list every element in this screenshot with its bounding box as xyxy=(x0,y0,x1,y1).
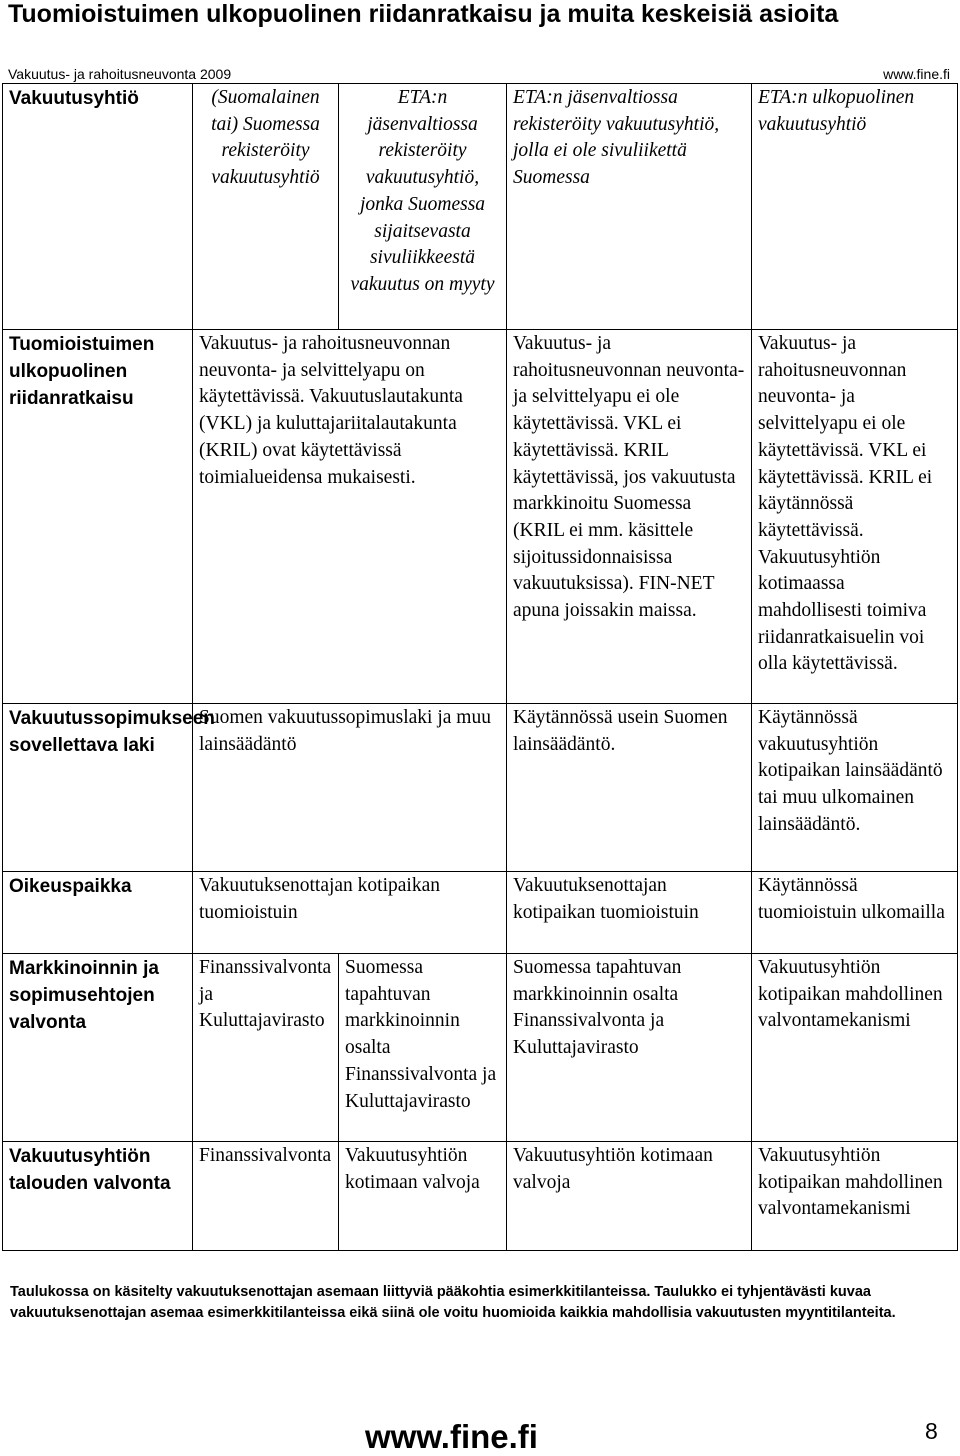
dispute-resolution-domestic: Vakuutus- ja rahoitusneuvonnan neuvonta- ja selvittelyapu on käytettävissä. Vakuutuslautakunta (VKL) ja kuluttajariitalautakunta (KRIL) ovat käytettävissä toimialueidensa mukaisesti. xyxy=(193,330,507,704)
table-row xyxy=(3,1142,958,1251)
page-number: 8 xyxy=(925,1418,938,1444)
row-label-marketing-supervision: Markkinoinnin ja sopimusehtojen valvonta xyxy=(3,954,193,1142)
table-footnote: Taulukossa on käsitelty vakuutuksenottajan asemaan liittyviä pääkohtia esimerkkitilanteissa. Taulukko ei tyhjentävästi kuvaa vakuutuksenottajan asemaa esimerkkitilanteissa eikä siinä ole voitu huomioida kaikkia mahdollisia vakuutusten myyntitilanteita. xyxy=(10,1284,896,1321)
header-eea-insurer-with-branch: ETA:n jäsenvaltiossa rekisteröity vakuutusyhtiö, jonka Suomessa sijaitsevasta sivuliikkeestä vakuutus on myyty xyxy=(339,84,507,330)
financial-supervision-non-eea: Vakuutusyhtiön kotipaikan mahdollinen valvontamekanismi xyxy=(752,1142,958,1251)
applicable-law-domestic: Suomen vakuutussopimuslaki ja muu lainsäädäntö xyxy=(193,704,507,872)
marketing-supervision-eea-no-branch: Suomessa tapahtuvan markkinoinnin osalta Finanssivalvonta ja Kuluttajavirasto xyxy=(507,954,752,1142)
organization-name: Vakuutus- ja rahoitusneuvonta 2009 xyxy=(8,66,232,82)
table-row xyxy=(3,330,958,704)
header-finnish-insurer: (Suomalainen tai) Suomessa rekisteröity vakuutusyhtiö xyxy=(193,84,339,330)
applicable-law-non-eea: Käytännössä vakuutusyhtiön kotipaikan lainsäädäntö tai muu ulkomainen lainsäädäntö. xyxy=(752,704,958,872)
table-row xyxy=(3,872,958,954)
financial-supervision-eea-no-branch: Vakuutusyhtiön kotimaan valvoja xyxy=(507,1142,752,1251)
footer-website: www.fine.fi xyxy=(365,1418,538,1455)
table-row xyxy=(3,954,958,1142)
row-label-financial-supervision: Vakuutusyhtiön talouden valvonta xyxy=(3,1142,193,1251)
row-label-dispute-resolution: Tuomioistuimen ulkopuolinen riidanratkaisu xyxy=(3,330,193,704)
row-label-applicable-law: Vakuutussopimukseen sovellettava laki xyxy=(3,704,193,872)
financial-supervision-eea-branch: Vakuutusyhtiön kotimaan valvoja xyxy=(339,1142,507,1251)
marketing-supervision-non-eea: Vakuutusyhtiön kotipaikan mahdollinen valvontamekanismi xyxy=(752,954,958,1142)
venue-domestic: Vakuutuksenottajan kotipaikan tuomioistuin xyxy=(193,872,507,954)
venue-non-eea: Käytännössä tuomioistuin ulkomailla xyxy=(752,872,958,954)
financial-supervision-finnish: Finanssivalvonta xyxy=(193,1142,339,1251)
marketing-supervision-finnish: Finanssivalvonta ja Kuluttajavirasto xyxy=(193,954,339,1142)
header-insurer: Vakuutusyhtiö xyxy=(3,84,193,330)
table-row xyxy=(3,704,958,872)
header-non-eea-insurer: ETA:n ulkopuolinen vakuutusyhtiö xyxy=(752,84,958,330)
dispute-resolution-non-eea: Vakuutus- ja rahoitusneuvonnan neuvonta- ja selvittelyapu ei ole käytettävissä. VKL ei käytettävissä. KRIL ei käytännössä käytettävissä. Vakuutusyhtiön kotimaassa mahdollisesti toimiva riidanratkaisuelin voi olla käytettävissä. xyxy=(752,330,958,704)
header-website: www.fine.fi xyxy=(883,66,950,82)
venue-eea-no-branch: Vakuutuksenottajan kotipaikan tuomioistuin xyxy=(507,872,752,954)
table-header-row xyxy=(3,84,958,330)
applicable-law-eea-no-branch: Käytännössä usein Suomen lainsäädäntö. xyxy=(507,704,752,872)
page-title: Tuomioistuimen ulkopuolinen riidanratkaisu ja muita keskeisiä asioita xyxy=(8,0,839,28)
header-eea-insurer-no-branch: ETA:n jäsenvaltiossa rekisteröity vakuutusyhtiö, jolla ei ole sivuliikettä Suomessa xyxy=(507,84,752,330)
marketing-supervision-eea-branch: Suomessa tapahtuvan markkinoinnin osalta Finanssivalvonta ja Kuluttajavirasto xyxy=(339,954,507,1142)
dispute-resolution-eea-no-branch: Vakuutus- ja rahoitusneuvonnan neuvonta- ja selvittelyapu ei ole käytettävissä. VKL ei käytettävissä. KRIL käytettävissä, jos vakuutusta markkinoitu Suomessa (KRIL ei mm. käsittele sijoitussidonnaisissa vakuutuksissa). FIN-NET apuna joissakin maissa. xyxy=(507,330,752,704)
comparison-table xyxy=(2,83,958,1251)
row-label-venue: Oikeuspaikka xyxy=(3,872,193,954)
